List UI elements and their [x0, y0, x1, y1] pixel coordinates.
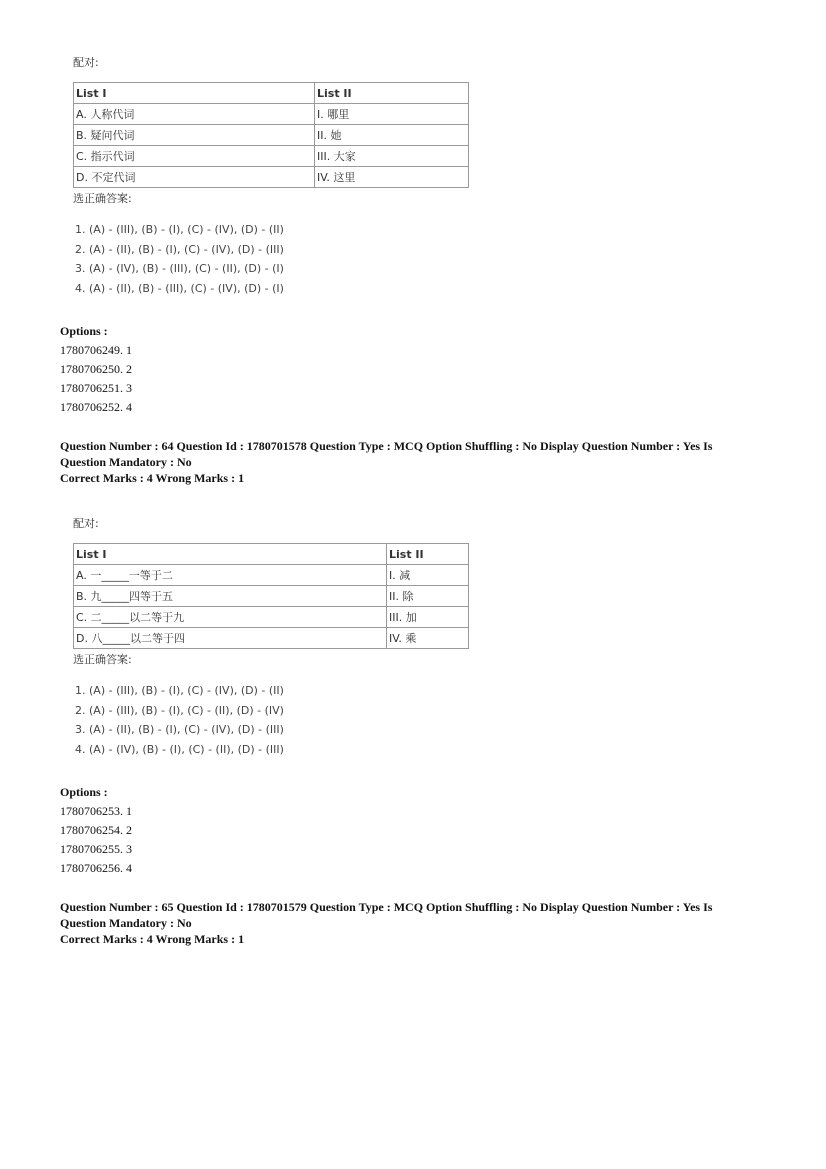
list-item: 2. (A) - (III), (B) - (I), (C) - (II), (D) - (IV)	[89, 701, 469, 721]
list-item: 1. (A) - (III), (B) - (I), (C) - (IV), (D) - (II)	[89, 681, 469, 701]
match-table	[73, 82, 469, 188]
option-id: 1780706250. 2	[60, 362, 132, 376]
options-block-64	[60, 783, 132, 878]
table-row	[74, 607, 469, 628]
meta-line: Correct Marks : 4 Wrong Marks : 1	[60, 471, 245, 485]
meta-line: Correct Marks : 4 Wrong Marks : 1	[60, 932, 245, 946]
option-id: 1780706253. 1	[60, 804, 132, 818]
list-item: 2. (A) - (II), (B) - (I), (C) - (IV), (D) - (III)	[89, 240, 469, 260]
table-row	[74, 565, 469, 586]
table-row	[74, 628, 469, 649]
question-prompt: 配对:	[73, 517, 99, 530]
question-63-body	[73, 54, 469, 298]
answer-choices	[73, 220, 469, 298]
table-cell: IV. 这里	[315, 167, 469, 188]
table-cell: II. 除	[387, 586, 469, 607]
list-item: 3. (A) - (II), (B) - (I), (C) - (IV), (D) - (III)	[89, 720, 469, 740]
select-answer-label: 选正确答案:	[73, 653, 132, 666]
list-item: 4. (A) - (II), (B) - (III), (C) - (IV), (D) - (I)	[89, 279, 469, 299]
list-ii-header: List II	[387, 544, 469, 565]
table-row	[74, 586, 469, 607]
table-header-row	[74, 544, 469, 565]
meta-line: Question Mandatory : No	[60, 916, 192, 930]
option-id: 1780706256. 4	[60, 861, 132, 875]
table-header-row	[74, 83, 469, 104]
table-row	[74, 167, 469, 188]
table-cell: A. 一_____一等于二	[74, 565, 387, 586]
table-cell: II. 她	[315, 125, 469, 146]
option-id: 1780706254. 2	[60, 823, 132, 837]
question-prompt: 配对:	[73, 56, 99, 69]
table-cell: C. 二_____以二等于九	[74, 607, 387, 628]
table-cell: III. 大家	[315, 146, 469, 167]
table-cell: A. 人称代词	[74, 104, 315, 125]
answer-choices	[73, 681, 469, 759]
table-row	[74, 146, 469, 167]
list-item: 1. (A) - (III), (B) - (I), (C) - (IV), (D) - (II)	[89, 220, 469, 240]
question-64-body	[73, 515, 469, 759]
options-label: Options :	[60, 785, 108, 799]
meta-line: Question Number : 65 Question Id : 1780701579 Question Type : MCQ Option Shuffling : No Display Question Number : Yes Is	[60, 900, 713, 914]
table-cell: D. 八_____以二等于四	[74, 628, 387, 649]
list-item: 4. (A) - (IV), (B) - (I), (C) - (II), (D) - (III)	[89, 740, 469, 760]
option-id: 1780706255. 3	[60, 842, 132, 856]
table-row	[74, 104, 469, 125]
option-id: 1780706249. 1	[60, 343, 132, 357]
meta-line: Question Mandatory : No	[60, 455, 192, 469]
list-item: 3. (A) - (IV), (B) - (III), (C) - (II), (D) - (I)	[89, 259, 469, 279]
list-i-header: List I	[74, 544, 387, 565]
option-id: 1780706252. 4	[60, 400, 132, 414]
question-64-meta	[60, 438, 760, 486]
meta-line: Question Number : 64 Question Id : 1780701578 Question Type : MCQ Option Shuffling : No Display Question Number : Yes Is	[60, 439, 713, 453]
table-cell: III. 加	[387, 607, 469, 628]
options-label: Options :	[60, 324, 108, 338]
table-cell: IV. 乘	[387, 628, 469, 649]
list-ii-header: List II	[315, 83, 469, 104]
table-cell: B. 疑问代词	[74, 125, 315, 146]
table-cell: D. 不定代词	[74, 167, 315, 188]
table-cell: I. 减	[387, 565, 469, 586]
match-table	[73, 543, 469, 649]
options-block-63	[60, 322, 132, 417]
option-id: 1780706251. 3	[60, 381, 132, 395]
question-65-meta	[60, 899, 760, 947]
table-cell: C. 指示代词	[74, 146, 315, 167]
table-cell: B. 九_____四等于五	[74, 586, 387, 607]
table-row	[74, 125, 469, 146]
table-cell: I. 哪里	[315, 104, 469, 125]
select-answer-label: 选正确答案:	[73, 192, 132, 205]
list-i-header: List I	[74, 83, 315, 104]
